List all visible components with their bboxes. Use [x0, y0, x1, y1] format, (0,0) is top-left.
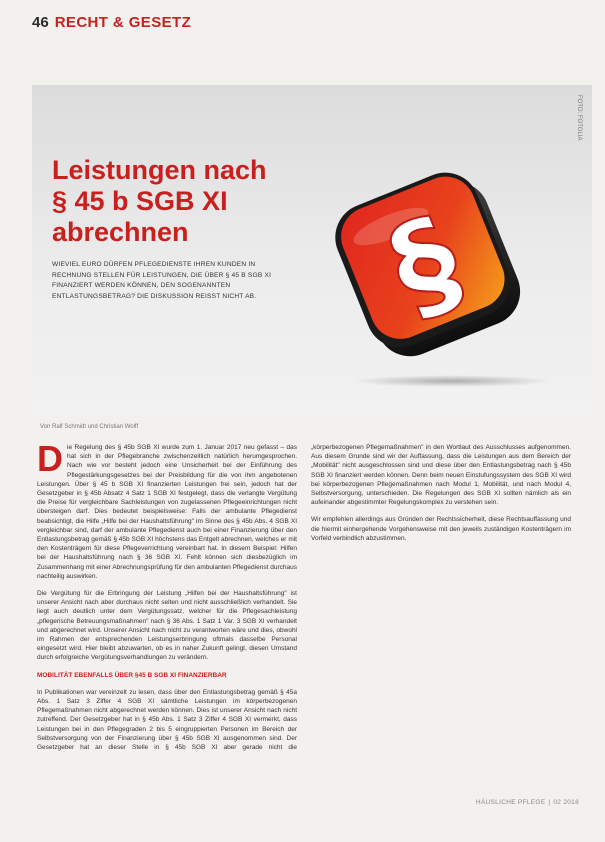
- drop-cap: D: [37, 438, 63, 479]
- hero-image: [32, 85, 592, 415]
- icon-shadow: [352, 375, 552, 387]
- paragraph-sign-icon: [312, 145, 547, 380]
- article-lead: WIEVIEL EURO DÜRFEN PFLEGEDIENSTE IHREN KUNDEN IN RECHNUNG STELLEN FÜR LEISTUNGEN, DIE ÜBER § 45 B SGB XI FINANZIERT WERDEN KÖNNEN, DEN SOGENANNTEN ENTLASTUNGSBETRAG? DIE DISKUSSION REISST NICHT AB.: [52, 261, 272, 300]
- headline-line-2: § 45 b SGB XI: [52, 186, 228, 216]
- article-headline: [52, 155, 302, 248]
- paragraph-text: ie Regelung des § 45b SGB XI wurde zum 1. Januar 2017 neu gefasst – das hat sich in der Pflegebranche zwischenzeitlich natürlich herumgesprochen. Nach wie vor besteht jedoch eine Unsicherheit bei der Einführung des Pflegestärkungsgesetzes bei der Preisbildung für die von ihm angebotenen Leistungen. Über § 45 b SGB XI finanzierten Leistungen frei sein, jedoch hat der Gesetzgeber in § 45b Absatz 4 Satz 1 SGB XI festgelegt, dass die verlangte Vergütung die Preise für vergleichbare Sachleistungen von zugelassenen Pflegeeinrichtungen nicht übersteigen darf. Dies bedeutet beispielsweise: Falls der ambulante Pflegedienst beabsichtigt, die Hilfe „Hilfe bei der Haushaltsführung" im Sinne des § 45b Abs. 4 SGB XI vergleichbar sind, darf der ambulante Pflegedienst auch bei einer Finanzierung über den Entlastungsbetrag gemäß § 45b SGB XI höchstens das Entgelt abrechnen, welches er mit den Kostenträgern für diese Pflegeverrichtung vereinbart hat. In diesem Beispiel: Hilfen bei der Haushaltsführung nach § 36 SGB XI. Fehlt können sich diesbezüglich im Zusammenhang mit einer Abrechnungsprüfung für den ambulanten Pflegedienst durchaus nachteilig auswirken.: [37, 444, 297, 580]
- article-paragraph: Die Vergütung für die Erbringung der Leistung „Hilfen bei der Haushaltsführung" ist unserer Ansicht nach aber durchaus nicht selten und nicht ausschließlich verhandelt. Sie liegt auch deutlich unter dem Vergütungssatz, welcher für die Pflegesachleistung „pflegerische Betreuungsmaßnahmen" nach § 36 Abs. 1 Satz 1 Var. 3 SGB XI verhandelt und abgerechnet wird. Unserer Ansicht nach nicht zu verantworten wäre und dies, obwohl im Rahmen der entsprechenden Leistungserbringung oftmals dasselbe Personal eingesetzt wird. Hier bleibt abzuwarten, ob es in naher Zukunft gelingt, diesen Umstand durch erfolgreiche Vergütungsverhandlungen zu verändern.: [37, 590, 297, 662]
- headline-line-3: abrechnen: [52, 217, 189, 247]
- page-number: 46: [32, 14, 49, 31]
- issue-label: 02 2018: [553, 799, 579, 806]
- article-subheading: MOBILITÄT EBENFALLS ÜBER §45 B SGB XI FINANZIERBAR: [37, 671, 227, 679]
- article-paragraph: [37, 438, 297, 581]
- article-paragraph: Wir empfehlen allerdings aus Gründen der Rechtssicherheit, diese Rechtsauffassung und die hiermit einhergehende Vorgehensweise mit den jeweils zuständigen Kostenträgern im Vorfeld verbindlich abzustimmen.: [311, 516, 571, 542]
- page-header: [32, 14, 191, 34]
- page-footer: HÄUSLICHE PFLEGE | 02 2018: [475, 799, 579, 806]
- section-label: RECHT & GESETZ: [54, 14, 192, 31]
- article-body: [37, 438, 571, 753]
- photo-credit: FOTO: FOTOLIA: [576, 95, 582, 141]
- magazine-name: HÄUSLICHE PFLEGE: [475, 799, 546, 806]
- headline-line-1: Leistungen nach: [52, 155, 267, 185]
- paragraph-glyph: §: [372, 189, 480, 342]
- article-paragraph: In Publikationen war vereinzelt zu lesen, dass über den Entlastungsbetrag gemäß § 45a Abs. 1 Satz 3 Ziffer 4 SGB XI sämtliche Leistungen im körperbezogenen Pflegemaßnahmen nicht abgerechnet werden können. Dies ist unserer Ansicht nach nicht zutreffend. Der Gesetzgeber hat in § 45b Abs. 1 Satz 3 Ziffer 4 SGB XI vermerkt, dass Leistungen bei in den Pflegegraden 2 bis 5 eingruppierten Personen im Bereich der Selbstversorgung von der Finanzierung über § 45b SGB XI ausgenommen sind. Der Gesetzgeber hat an dieser Stelle in § 45b SGB XI aber gerade nicht die „körperbezogenen Pflegemaßnahmen" in den Wortlaut des Ausschlusses aufgenommen. Aus diesem Grunde sind wir der Auffassung, dass die Leistungen aus dem Bereich der „Mobilität" nicht ausgeschlossen sind und diese über den Entlastungsbetrag nach § 45b SGB XI finanziert werden können. Denn beim neuen Einstufungssystem des SGB XI wird bei körperbezogenen Pflegemaßnahmen nach Modul 1, Mobilität, und nach Modul 4, Selbstversorgung, unterschieden. Die Regelungen des SGB XI sollten nämlich als ein aufeinander abgestimmter Regelungskomplex zu verstehen sein.: [37, 444, 571, 752]
- author-caption: Von Ralf Schmidt und Christian Wolff: [40, 424, 139, 430]
